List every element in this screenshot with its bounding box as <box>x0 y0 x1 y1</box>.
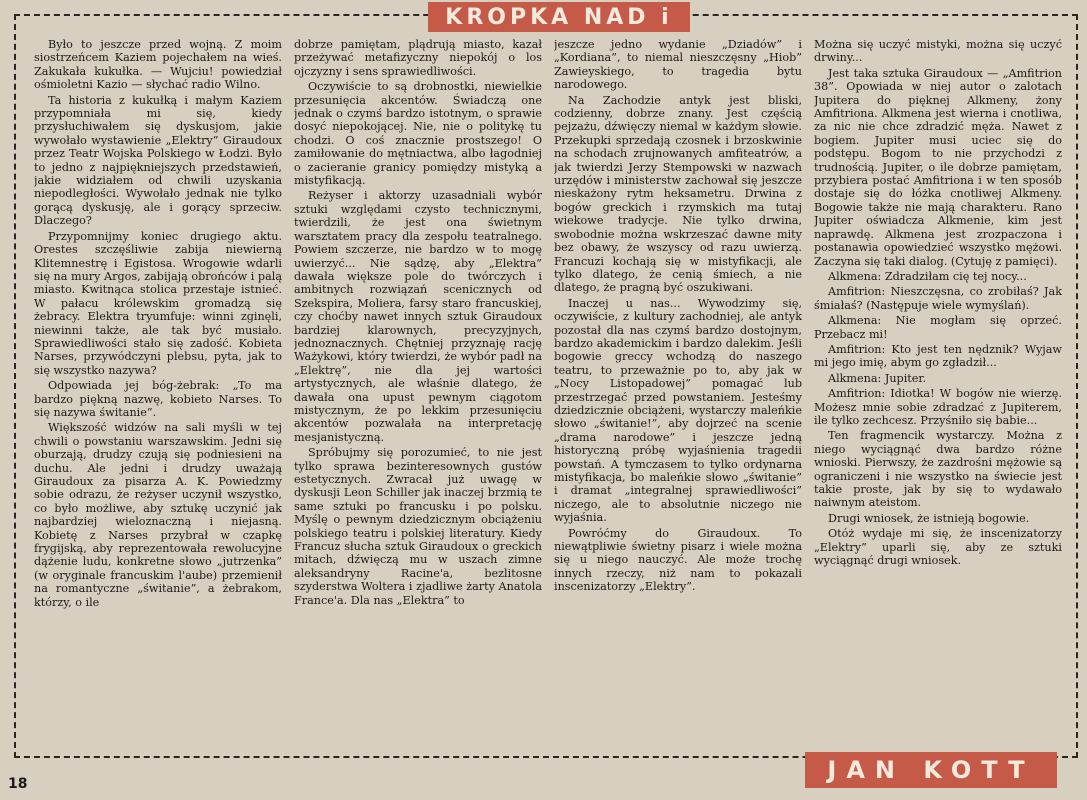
dialog-line: Amfitrion: Nieszczęsna, co zrobiłaś? Jak śmiałaś? (Następuje wiele wymyślań). <box>814 285 1062 312</box>
paragraph: Ta historia z kukułką i małym Kaziem przypomniała mi się, kiedy przysłuchiwałem się dyskusjom, jakie wywołało wystawienie „Elektry” Giraudoux przez Teatr Wojska Polskiego w Łodzi. Było to jedno z najpiękniejszych przedstawień, jakie widziałem od chwili uzyskania niepodległości. Wywołało jednak nie tylko gorącą dyskusję, ale i gorący sprzeciw. Dlaczego? <box>34 93 282 228</box>
paragraph: Drugi wniosek, że istnieją bogowie. <box>828 511 1030 525</box>
author-name: JAN KOTT <box>827 756 1035 784</box>
paragraph: Reżyser i aktorzy uzasadniali wybór sztuki względami czysto technicznymi, twierdzili, że jest ona świetnym warsztatem pracy dla zespołu teatralnego. Powiem szczerze, nie bardzo w to mogę uwierzyć... Nie sądzę, aby „Elektra” dawała większe pole do twórczych i ambitnych rozwiązań scenicznych od Szekspira, Moliera, farsy staro francuskiej, czy choćby nawet innych sztuk Giraudoux bardziej klarownych, precyzyjnych, jednoznacznych. Chętniej przyznaję rację Ważykowi, który twierdzi, że wybór padł na „Elektrę”, nie dla jej wartości artystycznych, ale właśnie dlatego, że dawała ona upust pewnym ciągotom mistycznym, że po lekkim przesunięciu akcentów pozwalała na interpretację mesjanistyczną. <box>294 189 542 444</box>
paragraph: dobrze pamiętam, plądrują miasto, kazał przeżywać metafizyczny niepokój o los ojczyzny i sens sprawiedliwości. <box>294 38 542 78</box>
text-column-3 <box>554 38 802 744</box>
paragraph: Było to jeszcze przed wojną. Z moim siostrzeńcem Kaziem pojechałem na wieś. Zakukała kukułka. — Wujciu! powiedział ośmioletni Kazio — słychać radio Wilno. <box>34 38 282 92</box>
dialog-line: Alkmena: Nie mogłam się oprzeć. Przebacz mi! <box>814 314 1062 341</box>
text-column-1 <box>34 38 282 744</box>
paragraph: Odpowiada jej bóg-żebrak: „To ma bardzo piękną nazwę, kobieto Narses. To się nazywa świtanie”. <box>34 379 282 419</box>
paragraph: Powróćmy do Giraudoux. To niewątpliwie świetny pisarz i wiele można się u niego nauczyć. Ale może trochę innych rzeczy, niż nam to pokazali inscenizatorzy „Elektry”. <box>554 526 802 594</box>
author-banner <box>805 752 1057 788</box>
paragraph: Oczywiście to są drobnostki, niewielkie przesunięcia akcentów. Świadczą one jednak o czymś bardzo istotnym, o sprawie dosyć niepokojącej. Nie, nie o politykę tu chodzi. O coś znacznie prostszego! O zamiłowanie do mętniactwa, albo łagodniej o zacieranie granicy pomiędzy mistyką a mistyfikacją. <box>294 80 542 188</box>
paragraph: Spróbujmy się porozumieć, to nie jest tylko sprawa bezinteresownych gustów estetycznych. Zwracał już uwagę w dyskusji Leon Schiller jak inaczej brzmią te same sztuki po francusku i po polsku. Myślę o pewnym dziedzicznym obciążeniu polskiego teatru i polskiej literatury. Kiedy Francuz słucha sztuk Giraudoux o greckich mitach, dźwięczą mu w uszach zimne aleksandryny Racine'a, bezlitosne szyderstwa Woltera i zjadliwe żarty Anatola France'a. Dla nas „Elektra” to <box>294 446 542 607</box>
paragraph: jeszcze jedno wydanie „Dziadów” i „Kordiana”, to niemal nieszczęsny „Hiob” Zawieyskiego, to tragedia bytu narodowego. <box>554 38 802 92</box>
column-title: KROPKA NAD i <box>445 4 673 30</box>
column-title-banner <box>428 2 690 32</box>
paragraph: Większość widzów na sali myśli w tej chwili o powstaniu warszawskim. Jedni się oburzają, drudzy czują się podniesieni na duchu. Ale jedni i drudzy uważają Giraudoux za pisarza A. K. Powiedzmy sobie odrazu, że reżyser uczynił wszystko, co było możliwe, aby sztukę uczynić jak najbardziej wieloznaczną i niejasną. Kobietę z Narses przybrał w czapkę frygijską, aby reprezentowała rewolucyjne dążenie ludu, konkretne słowo „jutrzenka” (w oryginale francuskim l'aube) przemienił na romantyczne „świtanie”, a żebrakom, którzy, o ile <box>34 421 282 609</box>
page-number: 18 <box>8 776 28 792</box>
article-body <box>34 38 1064 744</box>
paragraph: Jest taka sztuka Giraudoux — „Amfitrion 38”. Opowiada w niej autor o zalotach Jupitera do pięknej Alkmeny, żony Amfitriona. Alkmena jest wierna i cnotliwa, za nic nie chce zdradzić męża. Nawet z bogiem. Jupiter musi uciec się do podstępu. Bogom to nie przychodzi z trudnością. Jupiter, o ile dobrze pamiętam, przybiera postać Amfitriona i w ten sposób dostaje się do łóżka cnotliwej Alkmeny. Bogowie także nie mają charakteru. Rano Jupiter oświadcza Alkmenie, kim jest naprawdę. Alkmena jest zrozpaczona i postanawia opowiedzieć wszystko mężowi. Zaczyna się taki dialog. (Cytuję z pamięci). <box>814 66 1062 268</box>
paragraph: Można się uczyć mistyki, można się uczyć drwiny... <box>814 38 1062 65</box>
paragraph: Ten fragmencik wystarczy. Można z niego wyciągnąć dwa bardzo różne wnioski. Pierwszy, że zazdrośni mężowie są ograniczeni i nie wszystko na świecie jest takie proste, jak by się to wydawało naiwnym ateistom. <box>814 429 1062 510</box>
dialog-line: Amfitrion: Kto jest ten nędznik? Wyjaw mi jego imię, abym go zgładził... <box>814 342 1062 370</box>
paragraph: Inaczej u nas... Wywodzimy się, oczywiście, z kultury zachodniej, ale antyk pozostał dla nas czymś bardzo dostojnym, bardzo akademickim i bardzo dalekim. Jeśli bogowie greccy wchodzą do naszego teatru, to przeważnie po to, aby jak w „Nocy Listopadowej” pomagać lub przestrzegać przed powstaniem. Jesteśmy dziedzicznie obciążeni, wystarczy maleńkie słowo „świtanie!”, aby dojrzeć na scenie „drama narodowe” i jeszcze jedną historyczną próbę wyjaśnienia tragedii powstań. A tymczasem to tylko ordynarna mistyfikacja, bo maleńkie słowo „świtanie” i dramat „integralnej sprawiedliwości” niczego, ale to absolutnie niczego nie wyjaśnia. <box>554 296 802 525</box>
dialog-line: Alkmena: Jupiter. <box>828 371 927 385</box>
dialog-line: Alkmena: Zdradziłam cię tej nocy... <box>828 269 1027 283</box>
paragraph: Przypomnijmy koniec drugiego aktu. Orestes szczęśliwie zabija niewierną Klitemnestrę i Egistosa. Wrogowie wdarli się na mury Argos, zabijają obrońców i palą miasto. Kwitnąca stolica przestaje istnieć. W pałacu królewskim gromadzą się żebracy. Elektra tryumfuje: winni zginęli, niewinni także, ale tak być musiało. Sprawiedliwości stało się zadość. Kobieta Narses, przywódczyni plebsu, pyta, jak to się wszystko nazywa? <box>34 229 282 377</box>
text-column-2 <box>294 38 542 744</box>
paragraph: Na Zachodzie antyk jest bliski, codzienny, dobrze znany. Jest częścią pejzażu, dźwięczy niemal w każdym słowie. Przekupki sprzedają czosnek i brzoskwinie na schodach zrujnowanych amfiteatrów, a jak twierdzi Jerzy Stempowski w nazwach urzędów i ministerstw zachował się jeszcze nieskażony rytm heksametru. Drwina z bogów greckich i rzymskich ma tutaj wiekowe tradycje. Nie tylko drwina, swobodnie można wskrzeszać dawne mity bez obawy, że wszyscy od razu uwierzą. Francuzi kochają się w mistyfikacji, ale tylko dlatego, że cenią śmiech, a nie dlatego, że pragną być oszukiwani. <box>554 93 802 295</box>
dialog-line: Amfitrion: Idiotka! W bogów nie wierzę. Możesz mnie sobie zdradzać z Jupiterem, ile tylko zechcesz. Przyśniło się babie... <box>814 387 1062 427</box>
paragraph: Otóż wydaje mi się, że inscenizatorzy „Elektry” uparli się, aby ze sztuki wyciągnąć drugi wniosek. <box>814 527 1062 568</box>
text-column-4 <box>814 38 1062 744</box>
